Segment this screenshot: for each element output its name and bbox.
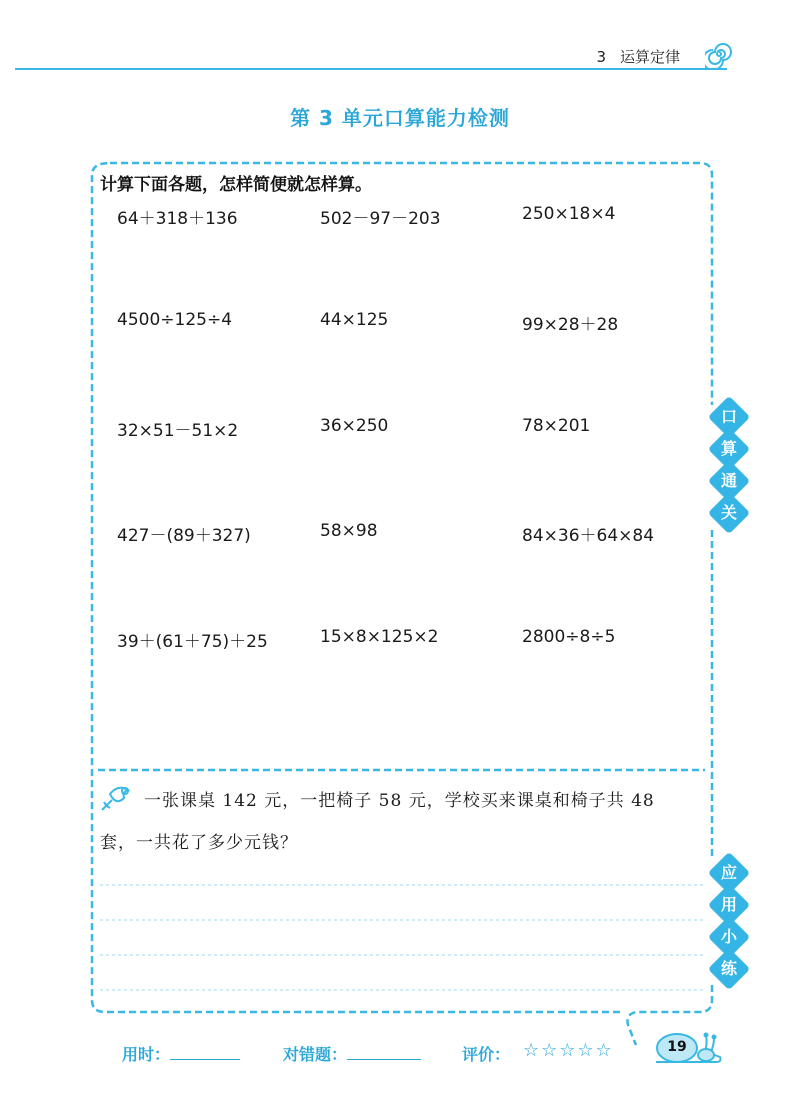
answer-lines [100, 885, 705, 990]
instruction-text: 计算下面各题，怎样简便就怎样算。 [100, 175, 372, 195]
spiral-icon [705, 40, 733, 68]
header-divider [15, 68, 727, 70]
chapter-title: 运算定律 [619, 48, 680, 66]
problem-2-3: 99×28＋28 [522, 315, 619, 335]
problem-1-2: 502－97－203 [320, 209, 441, 229]
correct-count [283, 1042, 421, 1065]
application-line-1: 一张课桌 142 元，一把椅子 58 元，学校买来课桌和椅子共 48 [144, 791, 655, 811]
problem-5-3: 2800÷8÷5 [522, 627, 616, 647]
problem-4-2: 58×98 [320, 521, 378, 541]
side-oral-char-3: 通 [720, 471, 737, 490]
time-blank[interactable] [170, 1043, 240, 1060]
problem-3-1: 32×51－51×2 [117, 421, 239, 441]
problem-5-2: 15×8×125×2 [320, 627, 439, 647]
time-used [122, 1042, 240, 1065]
problem-3-2: 36×250 [320, 416, 389, 436]
application-problem [100, 780, 710, 864]
side-applied-char-1: 应 [720, 863, 737, 882]
side-oral-char-2: 算 [720, 439, 737, 458]
problem-2-2: 44×125 [320, 310, 389, 330]
problem-5-1: 39＋(61＋75)＋25 [117, 632, 268, 652]
page-header [0, 0, 800, 75]
side-oral-char-4: 关 [720, 503, 737, 522]
rating-stars[interactable]: ☆☆☆☆☆ [523, 1040, 614, 1061]
problem-4-3: 84×36＋64×84 [522, 526, 655, 546]
correct-label: 对错题： [283, 1045, 348, 1064]
problem-2-1: 4500÷125÷4 [117, 310, 233, 330]
side-applied-char-3: 小 [720, 927, 737, 946]
problem-1-1: 64＋318＋136 [117, 209, 238, 229]
application-line-2: 套，一共花了多少元钱？ [100, 833, 298, 853]
problem-3-3: 78×201 [522, 416, 591, 436]
problem-4-1: 427－(89＋327) [117, 526, 251, 546]
problem-1-3: 250×18×4 [522, 204, 616, 224]
side-oral-char-1: 口 [720, 407, 737, 426]
chapter-heading [596, 46, 680, 67]
side-applied-char-4: 练 [720, 959, 737, 978]
rating-label: 评价： [462, 1045, 511, 1064]
side-applied-char-2: 用 [720, 895, 737, 914]
time-label: 用时： [122, 1045, 171, 1064]
page-number: 19 [667, 1039, 687, 1055]
page-title: 第 3 单元口算能力检测 [290, 106, 510, 130]
correct-blank[interactable] [347, 1043, 421, 1060]
chapter-number: 3 [596, 48, 606, 66]
